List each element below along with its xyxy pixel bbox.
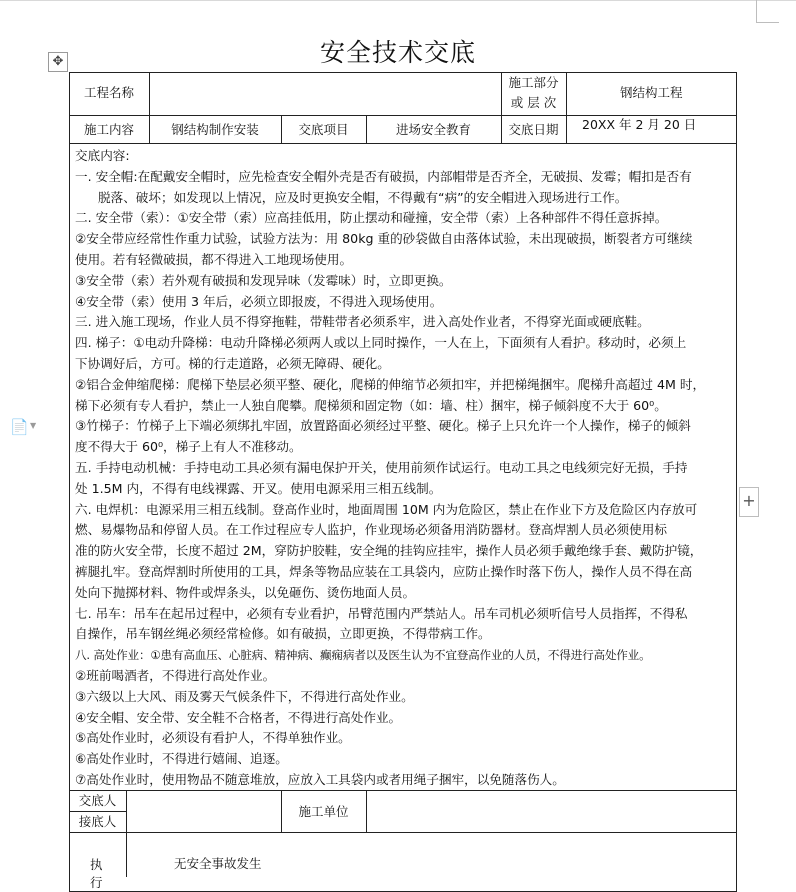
content-line: 准的防火安全带，长度不超过 2M，穿防护胶鞋，安全绳的挂钩应挂牢，操作人员必须手戴绝缘手套、戴防护镜， <box>75 543 703 559</box>
column-divider <box>126 790 127 832</box>
content-line: ④安全带（索）使用 3 年后，必须立即报废，不得进入现场使用。 <box>75 293 443 309</box>
column-divider <box>366 790 367 832</box>
content-line: ⑤高处作业时，必须设有看护人，不得单独作业。 <box>75 730 351 746</box>
content-line: 七. 吊车：吊车在起吊过程中，必须有专业看护，吊臂范围内严禁站人。吊车司机必须听信号人员指挥，不得私 <box>75 605 688 621</box>
page-title: 安全技术交底 <box>319 38 476 67</box>
plus-icon[interactable]: + <box>739 487 759 517</box>
page-corner-mark <box>756 0 779 23</box>
work-content-label: 施工内容 <box>83 122 134 137</box>
content-line: 四. 梯子：①电动升降梯：电动升降梯必须两人或以上同时操作，一人在上，下面须有人看护。移动时，必须上 <box>75 335 687 351</box>
content-line: ⑦高处作业时，使用物品不随意堆放，应放入工具袋内或者用绳子捆牢，以免随落伤人。 <box>75 771 565 787</box>
section-label-line2: 或 层 次 <box>510 95 557 110</box>
content-line: 一. 安全帽:在配戴安全帽时，应先检查安全帽外壳是否有破损，内部帽带是否齐全，无破损、发霉；帽扣是否有 <box>75 168 692 184</box>
move-arrows-icon[interactable]: ✥ <box>48 52 68 72</box>
content-line: 自操作，吊车钢丝绳必须经常检修。如有破损，立即更换，不得带病工作。 <box>75 626 491 642</box>
column-divider <box>566 72 567 115</box>
content-heading: 交底内容: <box>75 148 130 163</box>
project-name-label: 工程名称 <box>83 85 134 100</box>
content-line: 下协调好后，方可。梯的行走道路，必须无障碍、硬化。 <box>75 355 390 371</box>
row-divider <box>69 143 737 144</box>
construction-unit-label: 施工单位 <box>298 804 349 819</box>
content-line: ②班前喝酒者，不得进行高处作业。 <box>75 667 276 683</box>
content-line: 五. 手持电动机械：手持电动工具必须有漏电保护开关，使用前须作试运行。电动工具之电线须完好无损，手持 <box>75 459 688 475</box>
briefing-content <box>75 146 731 791</box>
content-line: ③安全带（索）若外观有破损和发现异味（发霉味）时，立即更换。 <box>75 272 452 288</box>
briefing-date-value: 20XX 年 2 月 20 日 <box>582 117 697 132</box>
chevron-down-icon[interactable]: ▼ <box>30 421 37 430</box>
content-line: ③六级以上大风、雨及雾天气候条件下，不得进行高处作业。 <box>75 688 414 704</box>
row-divider <box>69 115 737 116</box>
work-content-value: 钢结构制作安装 <box>171 122 259 137</box>
content-line: ②安全带应经常性作重力试验，试验方法为：用 80kg 重的砂袋做自由落体试验，未出现破损，断裂者方可继续 <box>75 231 693 247</box>
content-line: 度不得大于 60⁰，梯子上有人不准移动。 <box>75 439 302 455</box>
row-divider <box>69 832 737 833</box>
content-line: 处 1.5M 内，不得有电线裸露、开叉。使用电源采用三相五线制。 <box>75 480 442 496</box>
content-line: 燃、易爆物品和停留人员。在工作过程应专人监护，作业现场必须备用消防器材。登高焊割人员必须使用标 <box>75 522 667 538</box>
page-top-edge <box>0 0 796 1</box>
execution-value: 无安全事故发生 <box>174 856 262 871</box>
content-line: 八. 高处作业：①患有高血压、心脏病、精神病、癫痫病者以及医生认为不宜登高作业的人员，不得进行高处作业。 <box>75 648 651 663</box>
content-line: 使用。若有轻微破损，都不得进入工地现场使用。 <box>75 251 353 267</box>
content-line: ④安全帽、安全带、安全鞋不合格者，不得进行高处作业。 <box>75 709 402 725</box>
row-divider <box>69 811 126 812</box>
content-line: 三. 进入施工现场，作业人员不得穿拖鞋，带鞋带者必须系牢，进入高处作业者，不得穿光面或硬底鞋。 <box>75 314 650 330</box>
document-icon[interactable]: 📄 <box>10 418 29 436</box>
execution-label: 执行 <box>90 857 103 890</box>
section-value: 钢结构工程 <box>620 85 683 100</box>
section-label-line1: 施工部分 <box>508 75 559 90</box>
column-divider <box>566 115 567 143</box>
content-line: 梯下必须有专人看护，禁止一人独自爬攀。爬梯须和固定物（如：墙、柱）捆牢，梯子倾斜度不大于 60⁰。 <box>75 397 667 413</box>
column-divider <box>126 832 127 877</box>
content-line: ③竹梯子：竹梯子上下端必须绑扎牢固，放置路面必须经过平整、硬化。梯子上只允许一个人操作，梯子的倾斜 <box>75 418 691 434</box>
content-line: ②铝合金伸缩爬梯：爬梯下垫层必须平整、硬化，爬梯的伸缩节必须扣牢，并把梯绳捆牢。爬梯升高超过 4M 时， <box>75 376 706 392</box>
briefing-date-label: 交底日期 <box>508 122 559 137</box>
content-line: 处向下抛掷材料、物件或焊条头，以免砸伤、烫伤地面人员。 <box>75 584 416 600</box>
content-line: 脱落、破坏；如发现以上情况，应及时更换安全帽，不得戴有“病”的安全帽进入现场进行工作。 <box>98 189 628 205</box>
content-line: 裤腿扎牢。登高焊割时所使用的工具，焊条等物品应装在工具袋内，应防止操作时落下伤人，操作人员不得在高 <box>75 563 693 579</box>
receiver-label: 接底人 <box>78 814 117 829</box>
briefing-item-label: 交底项目 <box>298 122 349 137</box>
briefing-item-value: 进场安全教育 <box>395 122 471 137</box>
column-divider <box>149 72 150 115</box>
briefer-label: 交底人 <box>78 793 117 808</box>
content-line: ⑥高处作业时，不得进行嬉闹、追逐。 <box>75 751 288 767</box>
content-line: 六. 电焊机：电源采用三相五线制。登高作业时，地面周围 10M 内为危险区，禁止在作业下方及危险区内存放可 <box>75 501 698 517</box>
content-line: 二. 安全带（索）：①安全带（索）应高挂低用，防止摆动和碰撞，安全带（索）上各种部件不得任意拆掉。 <box>75 210 668 226</box>
